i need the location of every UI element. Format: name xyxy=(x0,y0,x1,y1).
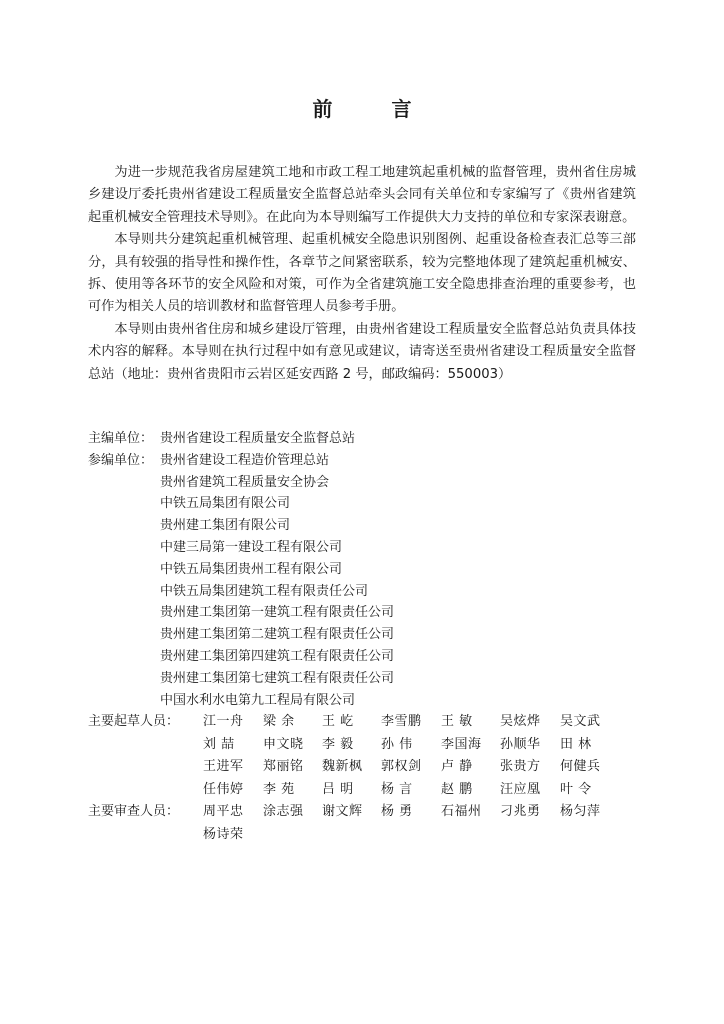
personnel-label: 主要审查人员： xyxy=(88,804,180,819)
participating-unit: 中铁五局集团贵州工程有限公司 xyxy=(160,561,343,577)
preface-paragraph: 为进一步规范我省房屋建筑工地和市政工程工地建筑起重机械的监督管理，贵州省住房城乡建设厅委托贵州省建设工程质量安全监督总站牵头会同有关单位和专家编写了《贵州省建筑起重机械安全管理技术导则》。在此向为本导则编写工作提供大力支持的单位和专家深表谢意。 xyxy=(88,165,636,225)
personnel-label: 主要起草人员： xyxy=(88,714,180,729)
person-name: 吕 明 xyxy=(322,781,354,797)
participating-unit: 贵州建工集团第四建筑工程有限责任公司 xyxy=(160,648,395,664)
person-name: 周平忠 xyxy=(203,804,244,819)
person-name: 李雪鹏 xyxy=(381,714,422,729)
person-name: 申文晓 xyxy=(263,736,304,752)
person-name: 梁 余 xyxy=(263,714,295,729)
person-name: 叶 令 xyxy=(560,781,592,797)
person-name: 李国海 xyxy=(441,736,482,752)
chief-editor-unit: 贵州省建设工程质量安全监督总站 xyxy=(160,431,356,446)
person-name: 张贵方 xyxy=(500,759,541,774)
person-name: 王 屹 xyxy=(322,714,354,729)
person-name: 涂志强 xyxy=(263,804,304,819)
participating-unit: 中建三局第一建设工程有限公司 xyxy=(160,539,343,555)
person-name: 李 毅 xyxy=(322,736,354,752)
person-name: 石福州 xyxy=(441,804,482,819)
person-name: 孙 伟 xyxy=(381,736,413,752)
preface-paragraph: 本导则共分建筑起重机械管理、起重机械安全隐患识别图例、起重设备检查表汇总等三部分，具有较强的指导性和操作性，各章节之间紧密联系，较为完整地体现了建筑起重机械安、拆、使用等各环节的安全风险和对策，可作为全省建筑施工安全隐患排查治理的重要参考，也可作为相关人员的培训教材和监督管理人员参考手册。 xyxy=(88,232,636,315)
person-name: 江一舟 xyxy=(203,714,244,729)
person-name: 吴文武 xyxy=(560,714,601,729)
person-name: 郭权剑 xyxy=(381,759,422,774)
person-name: 卢 静 xyxy=(441,759,473,774)
preface-body xyxy=(88,162,636,386)
person-name: 吴炫烨 xyxy=(500,714,541,729)
participating-unit: 贵州建工集团第一建筑工程有限责任公司 xyxy=(160,605,395,621)
person-name: 王 敏 xyxy=(441,714,473,729)
person-name: 谢文辉 xyxy=(322,804,363,819)
participating-unit: 中铁五局集团有限公司 xyxy=(160,496,291,512)
participating-unit: 中国水利水电第九工程局有限公司 xyxy=(160,692,356,708)
person-name: 赵 鹏 xyxy=(441,781,473,797)
participating-unit: 贵州建工集团第二建筑工程有限责任公司 xyxy=(160,627,395,643)
participating-unit: 贵州建工集团有限公司 xyxy=(160,518,291,534)
person-name: 何健兵 xyxy=(560,759,601,774)
person-name: 王进军 xyxy=(203,759,244,774)
person-name: 杨 勇 xyxy=(381,804,413,819)
participating-unit: 贵州省建设工程造价管理总站 xyxy=(160,452,330,468)
person-name: 李 苑 xyxy=(263,781,295,797)
person-name: 刘 喆 xyxy=(203,736,235,752)
person-name: 杨匀萍 xyxy=(560,804,601,819)
person-name: 田 林 xyxy=(560,736,592,752)
person-name: 任伟婷 xyxy=(203,781,244,797)
chief-editor-label: 主编单位： xyxy=(88,431,154,446)
participating-unit: 贵州建工集团第七建筑工程有限责任公司 xyxy=(160,670,395,686)
participating-unit: 贵州省建筑工程质量安全协会 xyxy=(160,474,330,490)
preface-paragraph: 本导则由贵州省住房和城乡建设厅管理，由贵州省建设工程质量安全监督总站负责具体技术内容的解释。本导则在执行过程中如有意见或建议，请寄送至贵州省建设工程质量安全监督总站（地址：贵州省贵阳市云岩区延安西路 2 号，邮政编码：550003） xyxy=(88,321,636,382)
person-name: 杨 言 xyxy=(381,781,413,797)
person-name: 汪应凰 xyxy=(500,781,541,797)
person-name: 杨诗荣 xyxy=(203,826,244,842)
page-title: 前 言 xyxy=(312,97,438,121)
participating-unit: 中铁五局集团建筑工程有限责任公司 xyxy=(160,583,369,599)
person-name: 孙顺华 xyxy=(500,736,541,752)
participating-label: 参编单位： xyxy=(88,452,154,468)
person-name: 郑丽铭 xyxy=(263,759,304,774)
person-name: 魏新枫 xyxy=(322,759,363,774)
person-name: 刁兆勇 xyxy=(500,804,541,819)
